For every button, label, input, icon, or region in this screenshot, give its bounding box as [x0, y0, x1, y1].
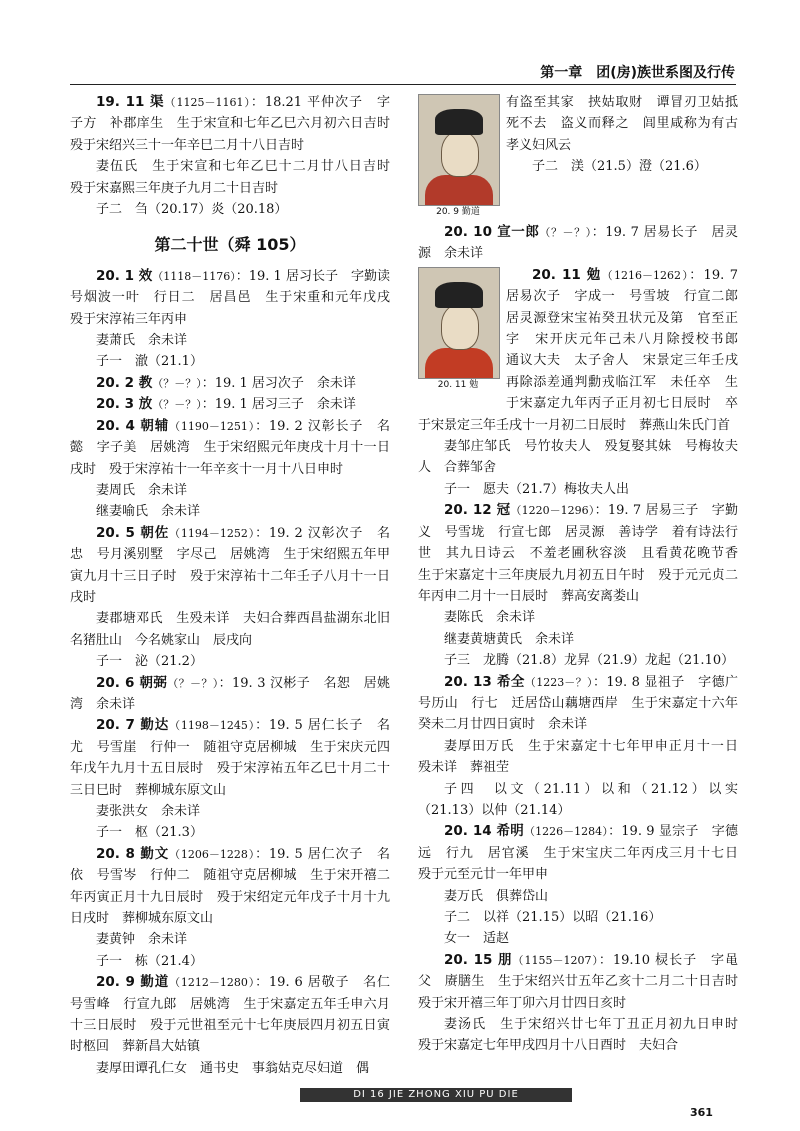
entry-20-2: 20. 2 教（？－？）：19. 1 居习次子 余未详 — [96, 374, 356, 391]
page-number: 361 — [690, 1106, 713, 1119]
footer-band: DI 16 JIE ZHONG XIU PU DIE — [300, 1088, 572, 1102]
entry-text: 子二 渼（21.5）澄（21.6） — [532, 159, 707, 175]
left-column — [70, 92, 404, 1079]
entry-text: 妻黄钟 余未详 — [96, 932, 188, 948]
entry-20-3: 20. 3 放（？－？）：19. 1 居习三子 余未详 — [96, 396, 356, 413]
entry-text: 子一 泌（21.2） — [96, 654, 203, 670]
portrait-image — [418, 267, 500, 379]
entry-20-14: 20. 14 希明（1226－1284）：19. 9 显宗子 字德远 行九 居官溪 生于宋宝庆二年丙戌三月十七日 殁于元至元廿一年甲申 — [418, 823, 752, 883]
entry-text: 妻萧氏 余未详 — [96, 333, 188, 349]
entry-text: 妻伍氏 生于宋宣和七年乙巳十二月廿八日吉时 殁于宋嘉熙三年庚子九月二十日吉时 — [70, 159, 404, 196]
entry-text: 妻陈氏 余未详 — [444, 610, 536, 626]
entry-text: 妻周氏 余未详 — [96, 482, 188, 498]
portrait-20-11 — [418, 267, 498, 391]
entry-20-5: 20. 5 朝佐（1194－1252）：19. 2 汉彰次子 名忠 号月溪别墅 字尽己 居姚湾 生于宋绍熙五年甲寅九月十三日子时 殁于宋淳祐十二年壬子八月十一日戌时 — [70, 524, 390, 605]
entry-20-8: 20. 8 勤文（1206－1228）：19. 5 居仁次子 名依 号雪岑 行仲二 随祖守克居柳城 生于宋开禧二年丙寅正月十九日辰时 殁于宋绍定元年戊子十月十九日戌时 葬柳城东原文山 — [70, 845, 390, 927]
entry-text: 子一 愿夫（21.7）梅妆夫人出 — [444, 481, 629, 497]
entry-text: 子二 刍（20.17）炎（20.18） — [96, 202, 288, 218]
portrait-image — [418, 94, 500, 206]
entry-text: 子一 澈（21.1） — [96, 354, 203, 370]
entry-text: 妻张洪女 余未详 — [96, 804, 201, 819]
generation-title: 第二十世（舜 105） — [154, 235, 306, 255]
entry-text: 继妻喻氏 余未详 — [96, 504, 201, 520]
header-rule — [70, 84, 736, 85]
entry-text: 妻万氏 俱葬岱山 — [444, 888, 549, 904]
entry-text: 子一 枢（21.3） — [96, 825, 203, 841]
entry-text: 妻郡塘邓氏 生殁未详 夫妇合葬西昌盐湖东北旧名猪肚山 今名姚家山 辰戌向 — [70, 611, 390, 648]
entry-20-6: 20. 6 朝弼（？－？）：19. 3 汉彬子 名恕 居姚湾 余未详 — [70, 674, 390, 712]
entry-text: 妻邹庄邹氏 号竹妆夫人 殁复娶其妹 号梅妆夫人 合葬邹舍 — [418, 439, 738, 476]
portrait-20-9 — [418, 94, 498, 218]
portrait-caption: 20. 11 勉 — [437, 379, 479, 390]
entry-20-7: 20. 7 勤达（1198－1245）：19. 5 居仁长子 名尤 号雪崖 行仲一 随祖守克居柳城 生于宋庆元四年戊午九月十五日辰时 殁于宋淳祐五年乙巳十月二十三日巳时 葬柳城东原文山 — [70, 717, 390, 798]
entry-20-4: 20. 4 朝辅（1190－1251）：19. 2 汉彰长子 名懿 字子美 居姚湾 生于宋绍熙元年庚戌十月十一日戌时 殁于宋淳祐十一年辛亥十一月十八日申时 — [70, 417, 390, 477]
chapter-header: 第一章 团(房)族世系图及行传 — [540, 65, 735, 81]
entry-text: 有盗至其家 挟姑取财 谭冒刃卫姑抵死不去 盗义而释之 闾里咸称为有古孝义妇风云 — [506, 95, 738, 153]
entry-text: 妻厚田万氏 生于宋嘉定十七年甲申正月十一日 殁未详 葬祖茔 — [418, 738, 752, 776]
entry-20-12: 20. 12 冠（1220－1296）：19. 7 居易三子 字勤义 号雪垅 行宣七郎 居灵源 善诗学 着有诗法行世 其九日诗云 不羞老圃秋容淡 且看黄花晚节香 生于宋嘉定十三年庚辰九月初五日午时 殁于元元贞二年丙申二月十一日辰时 葬高安离娄山 — [418, 502, 752, 604]
portrait-caption: 20. 9 勤道 — [436, 207, 480, 217]
entry-text: 妻厚田谭孔仁女 通书史 事翁姑克尽妇道 偶 — [96, 1060, 370, 1076]
entry-text: 子二 以祥（21.15）以昭（21.16） — [444, 910, 662, 925]
entry-20-11: 20. 11 勉（1216－1262）：19. 7 居易次子 字成一 号雪坡 行宣二郎 居灵源登宋宝祐癸丑状元及第 官至正字 宋开庆元年己未八月除授校书郎 通议大夫 太子舍人 宋景定三年壬戌再除添差通判勳戎临江军 未任卒 生于宋嘉定九年丙子正月初七日辰时 卒于宋景定三年壬戌十一月初二日辰时 葬燕山朱氏门首 — [418, 266, 752, 433]
entry-text: 继妻黄塘黄氏 余未详 — [444, 631, 575, 647]
entry-20-13: 20. 13 希全（1223－？）：19. 8 显祖子 字德广 号历山 行七 迁居岱山藕塘西岸 生于宋嘉定十六年癸未二月廿四日寅时 余未详 — [418, 673, 752, 733]
entry-19-11: 19. 11 渠（1125－1161）：18.21 平仲次子 字子方 补郡庠生 生于宋宣和七年乙巳六月初六日吉时 殁于宋绍兴三十一年辛巳二月十八日吉时 — [70, 94, 404, 153]
entry-text: 子一 栋（21.4） — [96, 953, 203, 969]
entry-text: 女一 适赵 — [444, 931, 510, 947]
entry-20-1: 20. 1 效（1118－1176）：19. 1 居习长子 字勤读 号烟波一叶 行日二 居昌邑 生于宋重和元年戊戌 殁于宋淳祐三年丙申 — [70, 267, 404, 327]
entry-text: 妻汤氏 生于宋绍兴廿七年丁丑正月初九日申时 殁于宋嘉定七年甲戌四月十八日酉时 夫妇合 — [418, 1017, 752, 1054]
right-column — [418, 92, 752, 1057]
entry-text: 子三 龙腾（21.8）龙昇（21.9）龙起（21.10） — [444, 653, 735, 669]
entry-20-15: 20. 15 朋（1155－1207）：19.10 棂长子 字黾父 赓膳生 生于宋绍兴廿五年乙亥十二月二十日吉时 殁于宋开禧三年丁卯六月廿四日亥时 — [418, 951, 752, 1011]
entry-20-9: 20. 9 勤道（1212－1280）：19. 6 居敬子 名仁 号雪峰 行宣九郎 居姚湾 生于宋嘉定五年壬申六月十三日辰时 殁于元世祖至元十七年庚辰四月初五日寅时柩回 葬新昌大姑镇 — [70, 974, 404, 1055]
entry-text: 子四 以文（21.11）以和（21.12）以实（21.13）以仲（21.14） — [418, 781, 738, 818]
entry-20-10: 20. 10 宣一郎（？－？）：19. 7 居易长子 居灵源 余未详 — [418, 224, 738, 262]
